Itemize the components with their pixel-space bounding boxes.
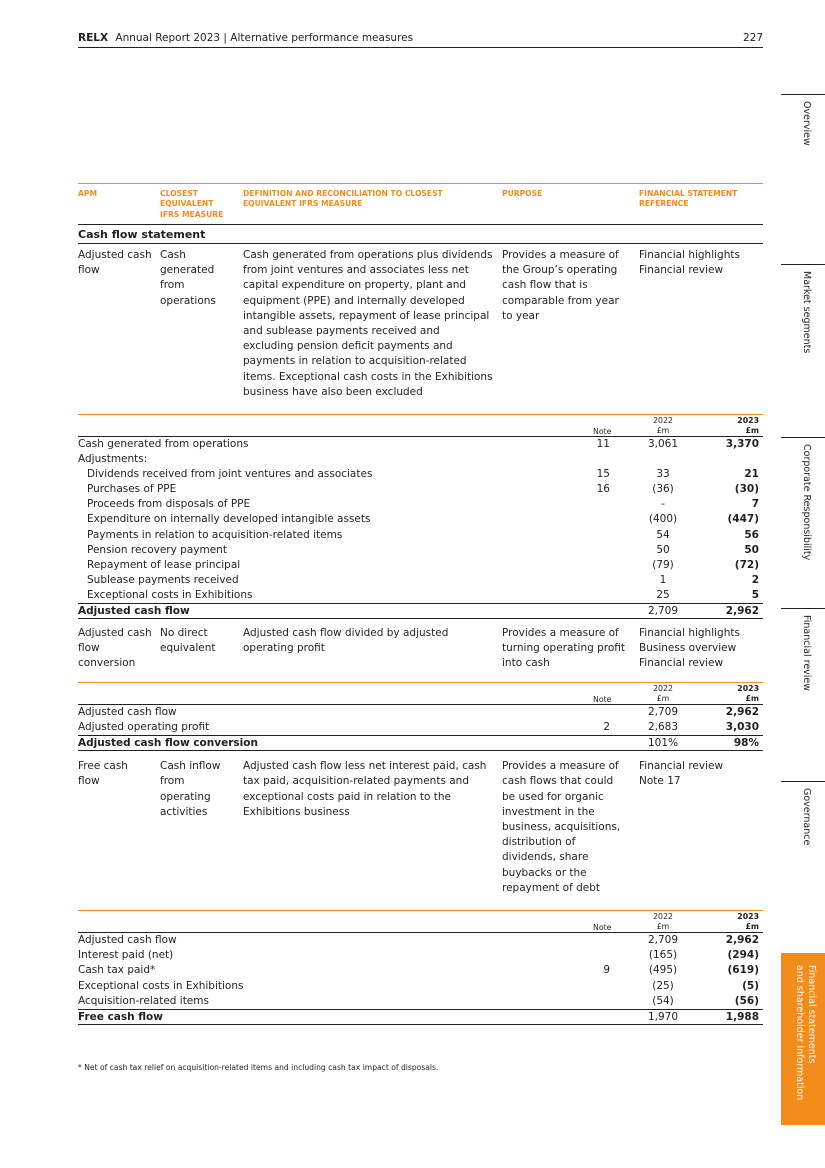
side-tab-corporate-responsibility[interactable] <box>781 437 825 600</box>
table-header <box>78 415 763 437</box>
note-header: Note <box>593 695 612 705</box>
table-total-row: Adjusted cash flow conversion 101% 98% <box>78 735 763 751</box>
year-2023-header: 2023 £m <box>737 416 759 435</box>
table-row: Purchases of PPE 16 (36) (30) <box>87 483 759 496</box>
reference-text: Financial highlights Business overview Financial review <box>639 627 740 670</box>
col-header-purpose: PURPOSE <box>502 189 543 198</box>
table-header <box>78 911 763 933</box>
measure-row-adjusted-cash-flow-conversion <box>78 619 763 682</box>
col-header-definition: DEFINITION AND RECONCILIATION TO CLOSEST EQUIVALENT IFRS MEASURE <box>243 189 443 209</box>
side-tab-market-segments[interactable] <box>781 264 825 429</box>
closest-measure: Cash generated from operations <box>160 249 216 307</box>
reference-text: Financial review Note 17 <box>639 760 724 788</box>
apm-name: Adjusted cash flow <box>78 249 152 277</box>
closest-measure: No direct equivalent <box>160 627 216 655</box>
page-number: 227 <box>742 32 763 44</box>
footnote: * Net of cash tax relief on acquisition-related items and including cash tax impact of disposals. <box>78 1063 439 1072</box>
closest-measure: Cash inflow from operating activities <box>160 760 221 818</box>
table-row: Exceptional costs in Exhibitions (25) (5) <box>78 979 759 992</box>
table-row: Acquisition-related items (54) (56) <box>78 994 759 1007</box>
year-2022-header: 2022 £m <box>653 684 673 704</box>
year-2023-header: 2023 £m <box>737 912 759 932</box>
side-tab-label: Governance <box>801 788 812 846</box>
apm-name: Adjusted cash flow conversion <box>78 627 152 670</box>
table-row: Exceptional costs in Exhibitions 25 5 <box>87 588 759 601</box>
apm-name: Free cash flow <box>78 760 128 788</box>
col-header-apm: APM <box>78 189 97 198</box>
header-rule <box>78 47 763 48</box>
side-tab-financial-review[interactable] <box>781 608 825 773</box>
definition-text: Adjusted cash flow divided by adjusted operating profit <box>243 627 449 655</box>
measure-row-free-cash-flow <box>78 751 763 910</box>
table-row: Expenditure on internally developed intangible assets (400) (447) <box>87 513 759 526</box>
note-header: Note <box>593 923 612 933</box>
table-row: Sublease payments received 1 2 <box>87 573 759 586</box>
side-tab-governance[interactable] <box>781 781 825 946</box>
col-header-closest: CLOSEST EQUIVALENT IFRS MEASURE <box>160 189 224 219</box>
table-row: Adjusted cash flow 2,709 2,962 <box>78 934 759 947</box>
year-2023-header: 2023 £m <box>737 684 759 704</box>
side-tab-label: Financial review <box>801 615 812 692</box>
table-row: Adjusted cash flow 2,709 2,962 <box>78 706 759 719</box>
year-2022-header: 2022 £m <box>653 912 673 932</box>
reference-text: Financial highlights Financial review <box>639 249 740 277</box>
definition-text: Cash generated from operations plus dividends from joint ventures and associates less net capital expenditure on property, plant and equipment (PPE) and internally developed intangible assets, repayment of lease principal and sublease payments received and excluding pension deficit payments and payments in relation to acquisition-related items. Exceptional cash costs in the Exhibitions business have also been excluded <box>243 249 493 398</box>
side-tab-label: Financial statements and shareholder information <box>794 965 817 1101</box>
table-row: Proceeds from disposals of PPE - 7 <box>87 498 759 511</box>
reconciliation-table-adjusted-cash-flow <box>78 414 763 619</box>
brand-name: RELX <box>78 32 109 44</box>
table-row: Interest paid (net) (165) (294) <box>78 949 759 962</box>
table-row: Cash tax paid* 9 (495) (619) <box>78 964 759 977</box>
col-header-reference: FINANCIAL STATEMENT REFERENCE <box>639 189 738 209</box>
page-header <box>78 32 763 46</box>
table-row: Pension recovery payment 50 50 <box>87 543 759 556</box>
side-tab-label: Overview <box>801 101 812 146</box>
report-title: Annual Report 2023 | Alternative performance measures <box>115 32 414 44</box>
table-total-row: Free cash flow 1,970 1,988 <box>78 1009 763 1025</box>
table-row: Dividends received from joint ventures and associates 15 33 21 <box>87 468 759 481</box>
side-tab-financial-statements[interactable] <box>781 953 825 1125</box>
side-tab-label: Market segments <box>801 271 812 354</box>
apm-column-headers <box>78 183 763 225</box>
side-tab-overview[interactable] <box>781 94 825 257</box>
apm-table <box>78 183 763 1025</box>
definition-text: Adjusted cash flow less net interest paid, cash tax paid, acquisition-related payments and exceptional costs paid in relation to the Exhibitions business <box>243 760 487 818</box>
section-title: Cash flow statement <box>78 225 763 244</box>
purpose-text: Provides a measure of the Group’s operating cash flow that is comparable from year to year <box>502 249 619 322</box>
note-header: Note <box>593 427 612 436</box>
measure-row-adjusted-cash-flow <box>78 244 763 414</box>
purpose-text: Provides a measure of cash flows that could be used for organic investment in the business, acquisitions, distribution of dividends, share buybacks or the repayment of debt <box>502 760 621 894</box>
table-row: Adjustments: <box>78 453 148 466</box>
year-2022-header: 2022 £m <box>653 416 673 435</box>
side-tab-label: Corporate Responsibility <box>801 444 812 561</box>
reconciliation-table-cash-flow-conversion <box>78 682 763 751</box>
table-row: Cash generated from operations 11 3,061 3,370 <box>78 438 759 450</box>
purpose-text: Provides a measure of turning operating profit into cash <box>502 627 626 670</box>
table-row: Adjusted operating profit 2 2,683 3,030 <box>78 721 759 734</box>
table-row: Payments in relation to acquisition-related items 54 56 <box>87 528 759 541</box>
table-row: Repayment of lease principal (79) (72) <box>87 558 759 571</box>
table-header <box>78 683 763 705</box>
table-total-row: Adjusted cash flow 2,709 2,962 <box>78 603 763 619</box>
reconciliation-table-free-cash-flow <box>78 910 763 1024</box>
